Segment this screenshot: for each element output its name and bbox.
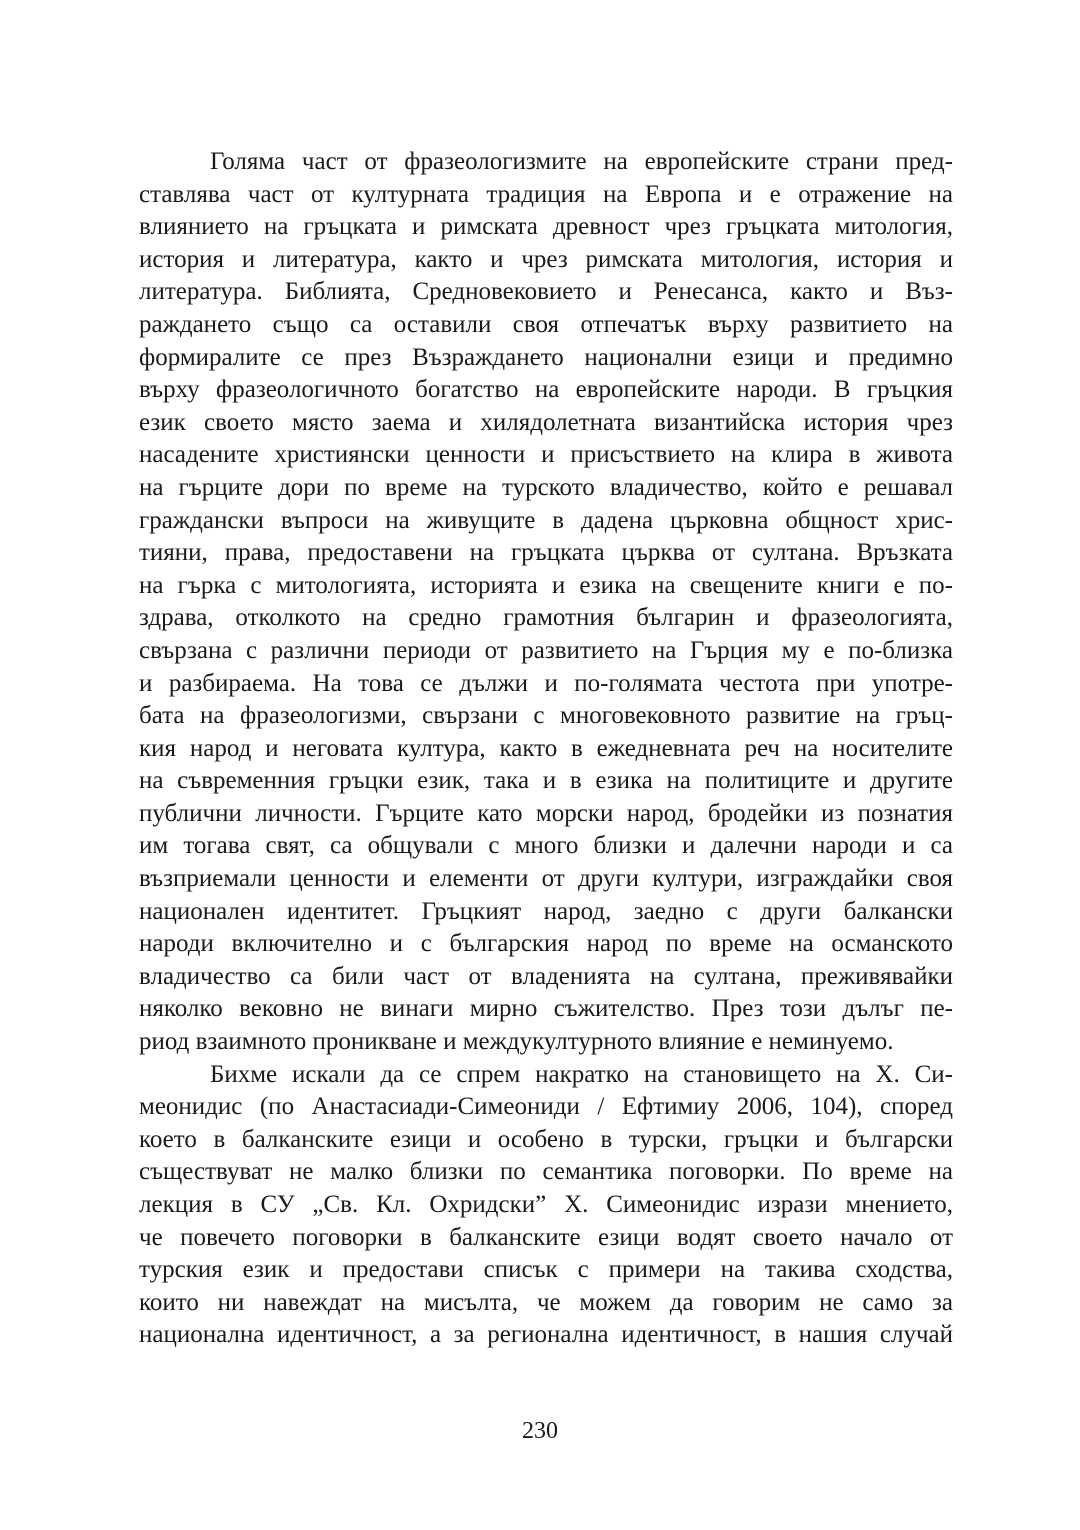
text-line: риод взаимното проникване и междукултурното влияние е неминуемо. bbox=[139, 1028, 894, 1056]
text-line: им тогава свят, са общували с много близки и далечни народи и са bbox=[139, 832, 953, 860]
text-line: тияни, права, предоставени на гръцката църква от султана. Връзката bbox=[139, 539, 953, 567]
text-line: литература. Библията, Средновековието и Ренесанса, както и Въз- bbox=[139, 278, 953, 306]
text-line: раждането също са оставили своя отпечатък върху развитието на bbox=[139, 310, 953, 338]
text-line: национален идентитет. Гръцкият народ, заедно с други балкански bbox=[139, 897, 953, 925]
paragraph-1 bbox=[139, 146, 953, 1059]
text-line: влиянието на гръцката и римската древност чрез гръцката митология, bbox=[139, 213, 953, 241]
text-line: и разбираема. На това се дължи и по-голямата честота при употре- bbox=[139, 669, 953, 697]
text-line: меонидис (по Анастасиади-Симеониди / Ефтимиу 2006, 104), според bbox=[139, 1093, 953, 1121]
text-line: национална идентичност, а за регионална идентичност, в нашия случай bbox=[139, 1321, 953, 1349]
text-line: Бихме искали да се спрем накратко на становището на Х. Си- bbox=[210, 1060, 953, 1088]
text-line: кия народ и неговата култура, както в ежедневната реч на носителите bbox=[139, 734, 953, 762]
text-line: няколко вековно не винаги мирно съжителство. През този дълъг пе- bbox=[139, 995, 953, 1023]
text-line: ставлява част от културната традиция на Европа и е отражение на bbox=[139, 180, 953, 208]
text-line: формиралите се през Възраждането национални езици и предимно bbox=[139, 343, 953, 371]
text-line: които ни навеждат на мисълта, че можем да говорим не само за bbox=[139, 1288, 953, 1316]
body-text bbox=[139, 146, 953, 1352]
text-line: насадените християнски ценности и присъствието на клира в живота bbox=[139, 441, 953, 469]
text-line: че повечето поговорки в балканските езици водят своето начало от bbox=[139, 1223, 953, 1251]
text-line: възприемали ценности и елементи от други култури, изграждайки своя bbox=[139, 865, 953, 893]
paragraph-2 bbox=[139, 1059, 953, 1352]
text-line: владичество са били част от владенията на султана, преживявайки bbox=[139, 962, 953, 990]
text-line: на съвременния гръцки език, така и в езика на политиците и другите bbox=[139, 767, 953, 795]
text-line: публични личности. Гърците като морски народ, бродейки из познатия bbox=[139, 799, 953, 827]
text-line: здрава, отколкото на средно грамотния българин и фразеологията, bbox=[139, 604, 953, 632]
text-line: граждански въпроси на живущите в дадена църковна общност хрис- bbox=[139, 506, 953, 534]
text-line: лекция в СУ „Св. Кл. Охридски” Х. Симеонидис изрази мнението, bbox=[139, 1191, 953, 1218]
text-line: език своето място заема и хилядолетната византийска история чрез bbox=[139, 408, 953, 436]
page-number: 230 bbox=[522, 1418, 558, 1444]
text-line: върху фразеологичното богатство на европейските народи. В гръцкия bbox=[139, 376, 953, 404]
text-line: Голяма част от фразеологизмите на европейските страни пред- bbox=[210, 148, 953, 175]
text-line: на гърците дори по време на турското владичество, който е решавал bbox=[139, 473, 953, 501]
text-line: турския език и предостави списък с примери на такива сходства, bbox=[139, 1256, 953, 1284]
text-line: съществуват не малко близки по семантика поговорки. По време на bbox=[139, 1158, 953, 1186]
text-line: бата на фразеологизми, свързани с многовековното развитие на гръц- bbox=[139, 702, 953, 730]
text-line: народи включително и с българския народ по време на османското bbox=[139, 930, 953, 958]
text-line: свързана с различни периоди от развитието на Гърция му е по-близка bbox=[139, 636, 953, 664]
text-line: на гърка с митологията, историята и езика на свещените книги е по- bbox=[139, 571, 953, 599]
text-line: история и литература, както и чрез римската митология, история и bbox=[139, 245, 953, 273]
text-line: което в балканските езици и особено в турски, гръцки и български bbox=[139, 1125, 953, 1153]
